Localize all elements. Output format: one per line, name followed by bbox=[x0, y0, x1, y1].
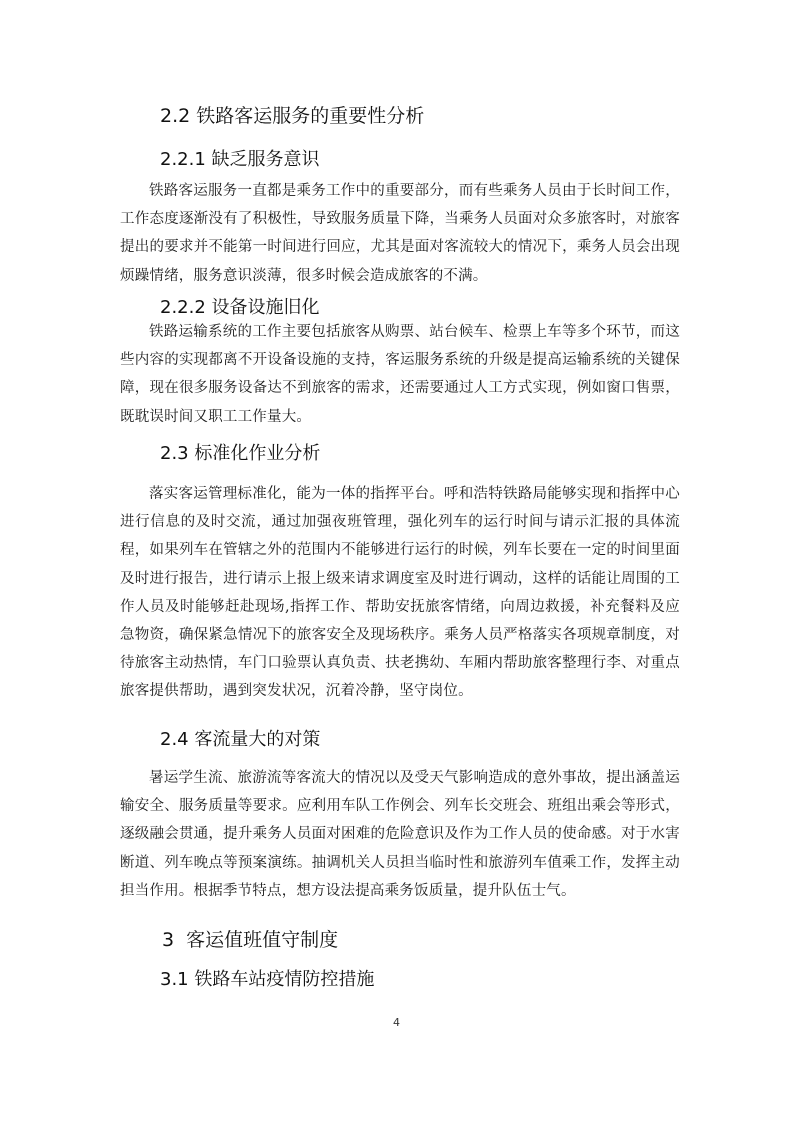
paragraph-2-3: 落实客运管理标准化，能为一体的指挥平台。呼和浩特铁路局能够实现和指挥中心进行信息的及时交流，通过加强夜班管理，强化列车的运行时间与请示汇报的具体流程，如果列车在管辖之外的范围内不能够进行运行的时候，列车长要在一定的时间里面及时进行报告，进行请示上报上级来请求调度室及时进行调动，这样的话能让周围的工作人员及时能够赶赴现场,指挥工作、帮助安抚旅客情绪，向周边救援，补充餐料及应急物资，确保紧急情况下的旅客安全及现场秩序。乘务人员严格落实各项规章制度，对待旅客主动热情，车门口验票认真负责、扶老携幼、车厢内帮助旅客整理行李、对重点旅客提供帮助，遇到突发状况，沉着冷静，坚守岗位。 bbox=[120, 486, 680, 700]
heading-2-3: 2.3 标准化作业分析 bbox=[160, 443, 321, 464]
heading-3-1: 3.1 铁路车站疫情防控措施 bbox=[160, 969, 375, 990]
paragraph-2-4: 暑运学生流、旅游流等客流大的情况以及受天气影响造成的意外事故，提出涵盖运输安全、服务质量等要求。应利用车队工作例会、列车长交班会、班组出乘会等形式，逐级融会贯通，提升乘务人员面对困难的危险意识及作为工作人员的使命感。对于水害断道、列车晚点等预案演练。抽调机关人员担当临时性和旅游列车值乘工作，发挥主动担当作用。根据季节特点，想方设法提高乘务饭质量，提升队伍士气。 bbox=[120, 770, 680, 899]
heading-2-2-2: 2.2.2 设备设施旧化 bbox=[160, 297, 320, 318]
paragraph-2-2-2: 铁路运输系统的工作主要包括旅客从购票、站台候车、检票上车等多个环节，而这些内容的实现都离不开设备设施的支持，客运服务系统的升级是提高运输系统的关键保障，现在很多服务设备达不到旅客的需求，还需要通过人工方式实现，例如窗口售票，既耽误时间又职工工作量大。 bbox=[120, 324, 680, 425]
heading-2-2: 2.2 铁路客运服务的重要性分析 bbox=[160, 105, 425, 127]
page-number: 4 bbox=[393, 1016, 400, 1029]
paragraph-2-2-1: 铁路客运服务一直都是乘务工作中的重要部分，而有些乘务人员由于长时间工作，工作态度逐渐没有了积极性，导致服务质量下降，当乘务人员面对众多旅客时，对旅客提出的要求并不能第一时间进行回应，尤其是面对客流较大的情况下，乘务人员会出现烦躁情绪，服务意识淡薄，很多时候会造成旅客的不满。 bbox=[120, 183, 680, 284]
heading-2-4: 2.4 客流量大的对策 bbox=[160, 729, 321, 750]
heading-3: 3 客运值班值守制度 bbox=[162, 929, 339, 951]
heading-2-2-1: 2.2.1 缺乏服务意识 bbox=[160, 149, 320, 170]
